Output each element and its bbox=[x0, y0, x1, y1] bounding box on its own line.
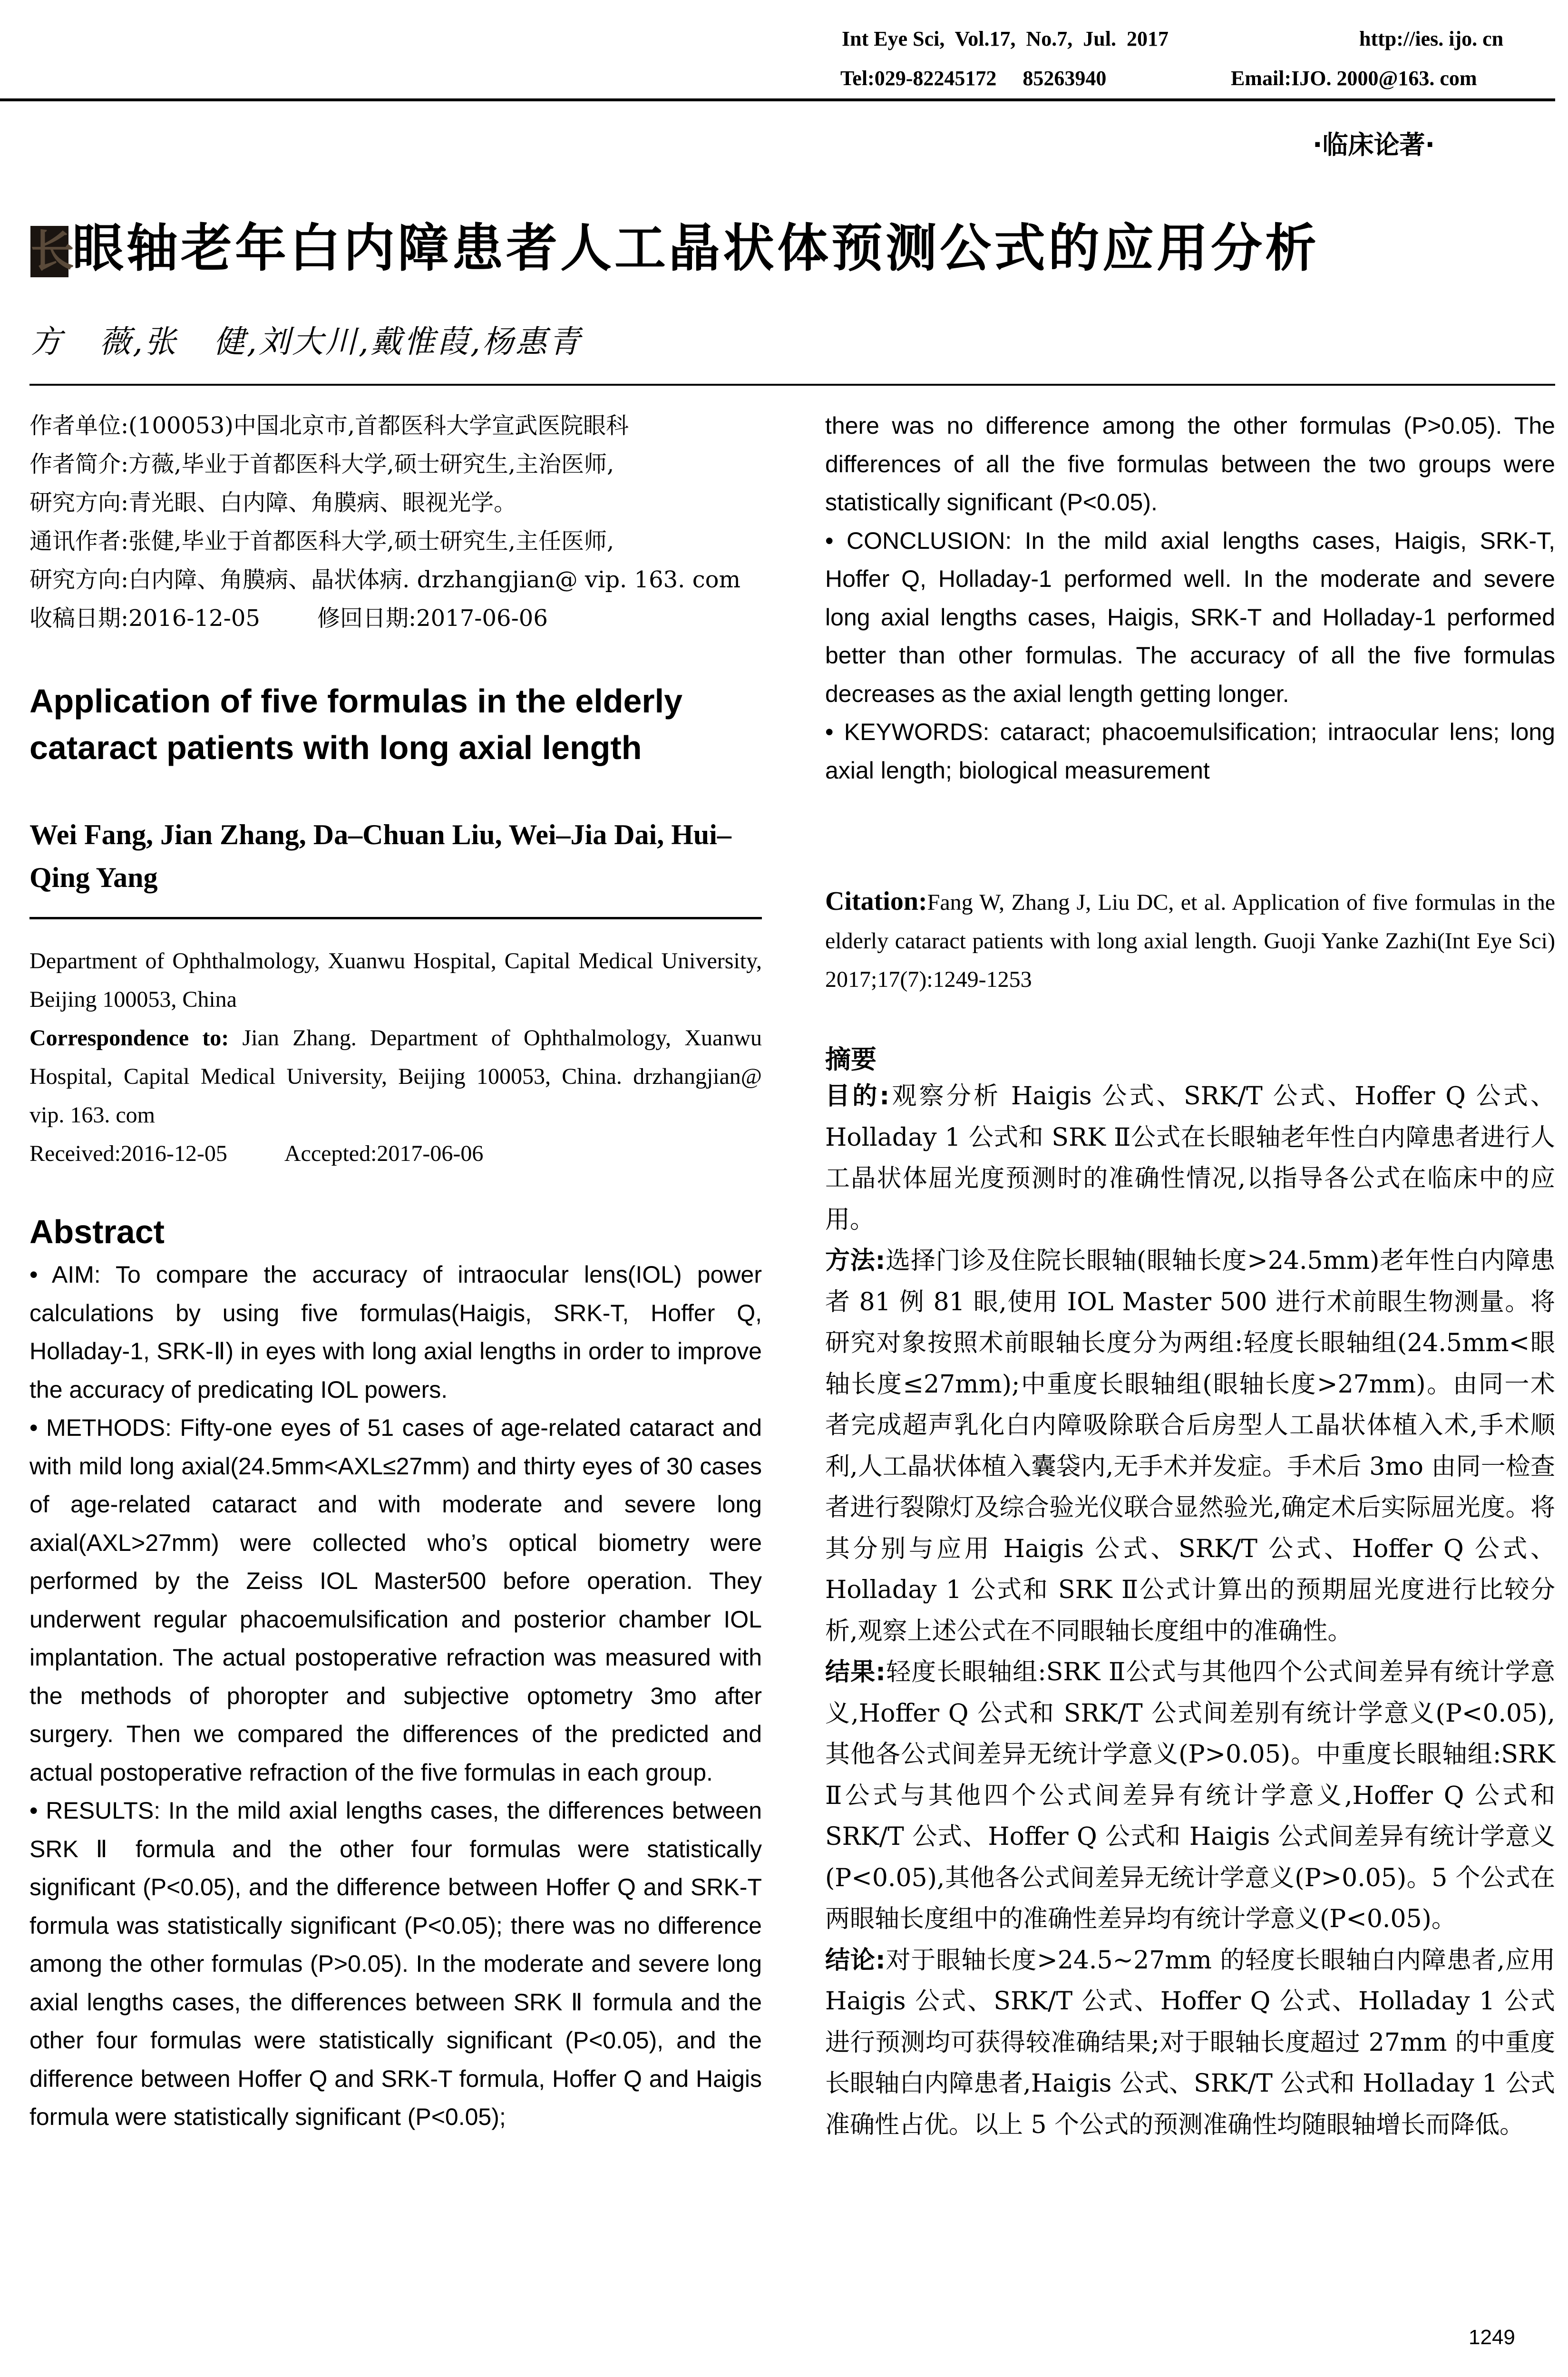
journal-tel: Tel:029-82245172 85263940 bbox=[840, 67, 1107, 90]
abstract-methods: • METHODS: Fifty-one eyes of 51 cases of age-related cataract and with mild long axial(24.5mm<AXL≤27mm) and thirty eyes of 30 cases of age-related cataract and with moderate and severe long axial(AXL>27mm) were collected who’s optical biometry were performed by the Zeiss IOL Master500 before operation. They underwent regular phacoemulsification and posterior chamber IOL implantation. The actual postoperative refraction was measured with the methods of phoropter and subjective optometry 3mo after surgery. Then we compared the differences of the predicted and actual postoperative refraction of the five formulas in each group. bbox=[29, 1414, 762, 1786]
cn-conclusion bbox=[825, 1940, 1555, 2146]
page-number: 1249 bbox=[1469, 2326, 1515, 2349]
dates-en bbox=[29, 1134, 762, 1173]
abstract-heading: Abstract bbox=[29, 1213, 165, 1250]
cn-conclusion-label: 结论: bbox=[825, 1946, 886, 1975]
authors-en: Wei Fang, Jian Zhang, Da–Chuan Liu, Wei–Jia Dai, Hui–Qing Yang bbox=[29, 819, 731, 893]
cn-abstract-body bbox=[825, 1076, 1555, 2145]
cn-abstract-heading: 摘要 bbox=[825, 1044, 877, 1074]
abstract-conclusion: • CONCLUSION: In the mild axial lengths cases, Haigis, SRK-T, Hoffer Q, Holladay-1 performed well. In the moderate and severe long axial lengths cases, Haigis, SRK-T and Holladay-1 performed better than other formulas. The accuracy of all the five formulas decreases as the axial length getting longer. bbox=[825, 527, 1555, 707]
revised-date-cn: 修回日期:2017-06-06 bbox=[317, 605, 548, 632]
authors-cn: 方 薇,张 健,刘大川,戴惟葭,杨惠青 bbox=[30, 323, 582, 360]
received-date: Received:2016-12-05 bbox=[29, 1141, 227, 1166]
affiliation-block bbox=[29, 942, 762, 1173]
title-text: 眼轴老年白内障患者人工晶状体预测公式的应用分析 bbox=[72, 219, 1320, 278]
cn-aim-label: 目的: bbox=[825, 1082, 890, 1111]
journal-header-info: Int Eye Sci, Vol.17, No.7, Jul. 2017 bbox=[842, 27, 1169, 50]
author-info-block bbox=[29, 407, 762, 638]
corresponding-author-2: 研究方向:白内障、角膜病、晶状体病. drzhangjian@ vip. 163. com bbox=[29, 566, 740, 593]
corresponding-author-1: 通讯作者:张健,毕业于首都医科大学,硕士研究生,主任医师, bbox=[29, 528, 614, 555]
section-tag: ·临床论著· bbox=[1313, 130, 1435, 160]
title-rule bbox=[29, 384, 1555, 386]
abstract-results-part2: there was no difference among the other formulas (P>0.05). The differences of all the five formulas between the two groups were statistically significant (P<0.05). bbox=[825, 412, 1555, 516]
affiliation: Department of Ophthalmology, Xuanwu Hospital, Capital Medical University, Beijing 100053, China bbox=[29, 948, 762, 1012]
article-title-en: Application of five formulas in the elderly cataract patients with long axial length bbox=[29, 682, 682, 766]
correspondence bbox=[29, 1019, 762, 1134]
cn-results-label: 结果: bbox=[825, 1658, 886, 1686]
cn-aim-text: 观察分析 Haigis 公式、SRK/T 公式、Hoffer Q 公式、Holladay 1 公式和 SRK Ⅱ公式在长眼轴老年性白内障患者进行人工晶状体屈光度预测时的准确性情况,以指导各公式在临床中的应用。 bbox=[825, 1082, 1556, 1234]
abstract-keywords: • KEYWORDS: cataract; phacoemulsification; intraocular lens; long axial length; biological measurement bbox=[825, 719, 1555, 784]
author-bio-2: 研究方向:青光眼、白内障、角膜病、眼视光学。 bbox=[29, 489, 517, 516]
title-badge-icon: 长 bbox=[30, 226, 78, 277]
cn-methods-text: 选择门诊及住院长眼轴(眼轴长度>24.5mm)老年性白内障患者 81 例 81 眼,使用 IOL Master 500 进行术前眼生物测量。将研究对象按照术前眼轴长度分为两组:轻度长眼轴组(24.5mm<眼轴长度≤27mm);中重度长眼轴组(眼轴长度>27mm)。由同一术者完成超声乳化白内障吸除联合后房型人工晶状体植入术,手术顺利,人工晶状体植入囊袋内,无手术并发症。手术后 3mo 由同一检查者进行裂隙灯及综合验光仪联合显然验光,确定术后实际屈光度。将其分别与应用 Haigis 公式、SRK/T 公式、Hoffer Q 公式、Holladay 1 公式和 SRK Ⅱ公式计算出的预期屈光度进行比较分析,观察上述公式在不同眼轴长度组中的准确性。 bbox=[825, 1247, 1556, 1646]
author-bio-1: 作者简介:方薇,毕业于首都医科大学,硕士研究生,主治医师, bbox=[29, 451, 614, 477]
cn-results bbox=[825, 1652, 1555, 1940]
abstract-body-left bbox=[29, 1256, 762, 2136]
abstract-body-right bbox=[825, 407, 1555, 789]
correspondence-label: Correspondence to: bbox=[29, 1025, 229, 1051]
cn-aim bbox=[825, 1076, 1555, 1240]
journal-email[interactable]: Email:IJO. 2000@163. com bbox=[1231, 67, 1477, 90]
cn-methods-label: 方法: bbox=[825, 1247, 886, 1275]
cn-methods bbox=[825, 1240, 1555, 1652]
author-unit: 作者单位:(100053)中国北京市,首都医科大学宣武医院眼科 bbox=[29, 412, 629, 439]
accepted-date: Accepted:2017-06-06 bbox=[284, 1141, 484, 1166]
citation-block bbox=[825, 882, 1555, 999]
journal-url[interactable]: http://ies. ijo. cn bbox=[1359, 27, 1504, 50]
article-title-cn bbox=[30, 207, 1319, 281]
header-rule bbox=[0, 98, 1555, 101]
correspondence-text: Jian Zhang. Department of Ophthalmology, Xuanwu Hospital, Capital Medical University, Beijing 100053, China. drzhangjian@ vip. 163. com bbox=[29, 1025, 762, 1128]
abstract-results-part1: • RESULTS: In the mild axial lengths cases, the differences between SRK Ⅱ formula and the other four formulas were statistically significant (P<0.05), and the difference between Hoffer Q and SRK-T formula was statistically significant (P<0.05); there was no difference among the other formulas (P>0.05). In the moderate and severe long axial lengths cases, the differences between SRK Ⅱ formula and the other four formulas were statistically significant (P<0.05), and the difference between Hoffer Q and SRK-T formula, Hoffer Q and Haigis formula were statistically significant (P<0.05); bbox=[29, 1797, 762, 2130]
received-date-cn: 收稿日期:2016-12-05 bbox=[29, 605, 260, 632]
citation-label: Citation: bbox=[825, 887, 927, 916]
abstract-aim: • AIM: To compare the accuracy of intraocular lens(IOL) power calculations by using five formulas(Haigis, SRK-T, Hoffer Q, Holladay-1, SRK-Ⅱ) in eyes with long axial lengths in order to improve the accuracy of predicating IOL powers. bbox=[29, 1261, 762, 1403]
cn-results-text: 轻度长眼轴组:SRK Ⅱ公式与其他四个公式间差异有统计学意义,Hoffer Q 公式和 SRK/T 公式间差别有统计学意义(P<0.05),其他各公式间差异无统计学意义(P>0.05)。中重度长眼轴组:SRK Ⅱ公式与其他四个公式间差异有统计学意义,Hoffer Q 公式和 SRK/T 公式、Hoffer Q 公式和 Haigis 公式间差异有统计学意义(P<0.05),其他各公式间差异无统计学意义(P>0.05)。5 个公式在两眼轴长度组中的准确性差异均有统计学意义(P<0.05)。 bbox=[825, 1658, 1555, 1933]
dates-cn bbox=[29, 599, 762, 638]
citation-text: Fang W, Zhang J, Liu DC, et al. Application of five formulas in the elderly cataract patients with long axial length. Guoji Yanke Zazhi(Int Eye Sci) 2017;17(7):1249-1253 bbox=[825, 890, 1555, 992]
cn-conclusion-text: 对于眼轴长度>24.5~27mm 的轻度长眼轴白内障患者,应用 Haigis 公式、SRK/T 公式、Hoffer Q 公式、Holladay 1 公式进行预测均可获得较准确结果;对于眼轴长度超过 27mm 的中重度长眼轴白内障患者,Haigis 公式、SRK/T 公式和 Holladay 1 公式准确性占优。以上 5 个公式的预测准确性均随眼轴增长而降低。 bbox=[825, 1946, 1555, 2139]
authors-rule bbox=[29, 917, 762, 919]
